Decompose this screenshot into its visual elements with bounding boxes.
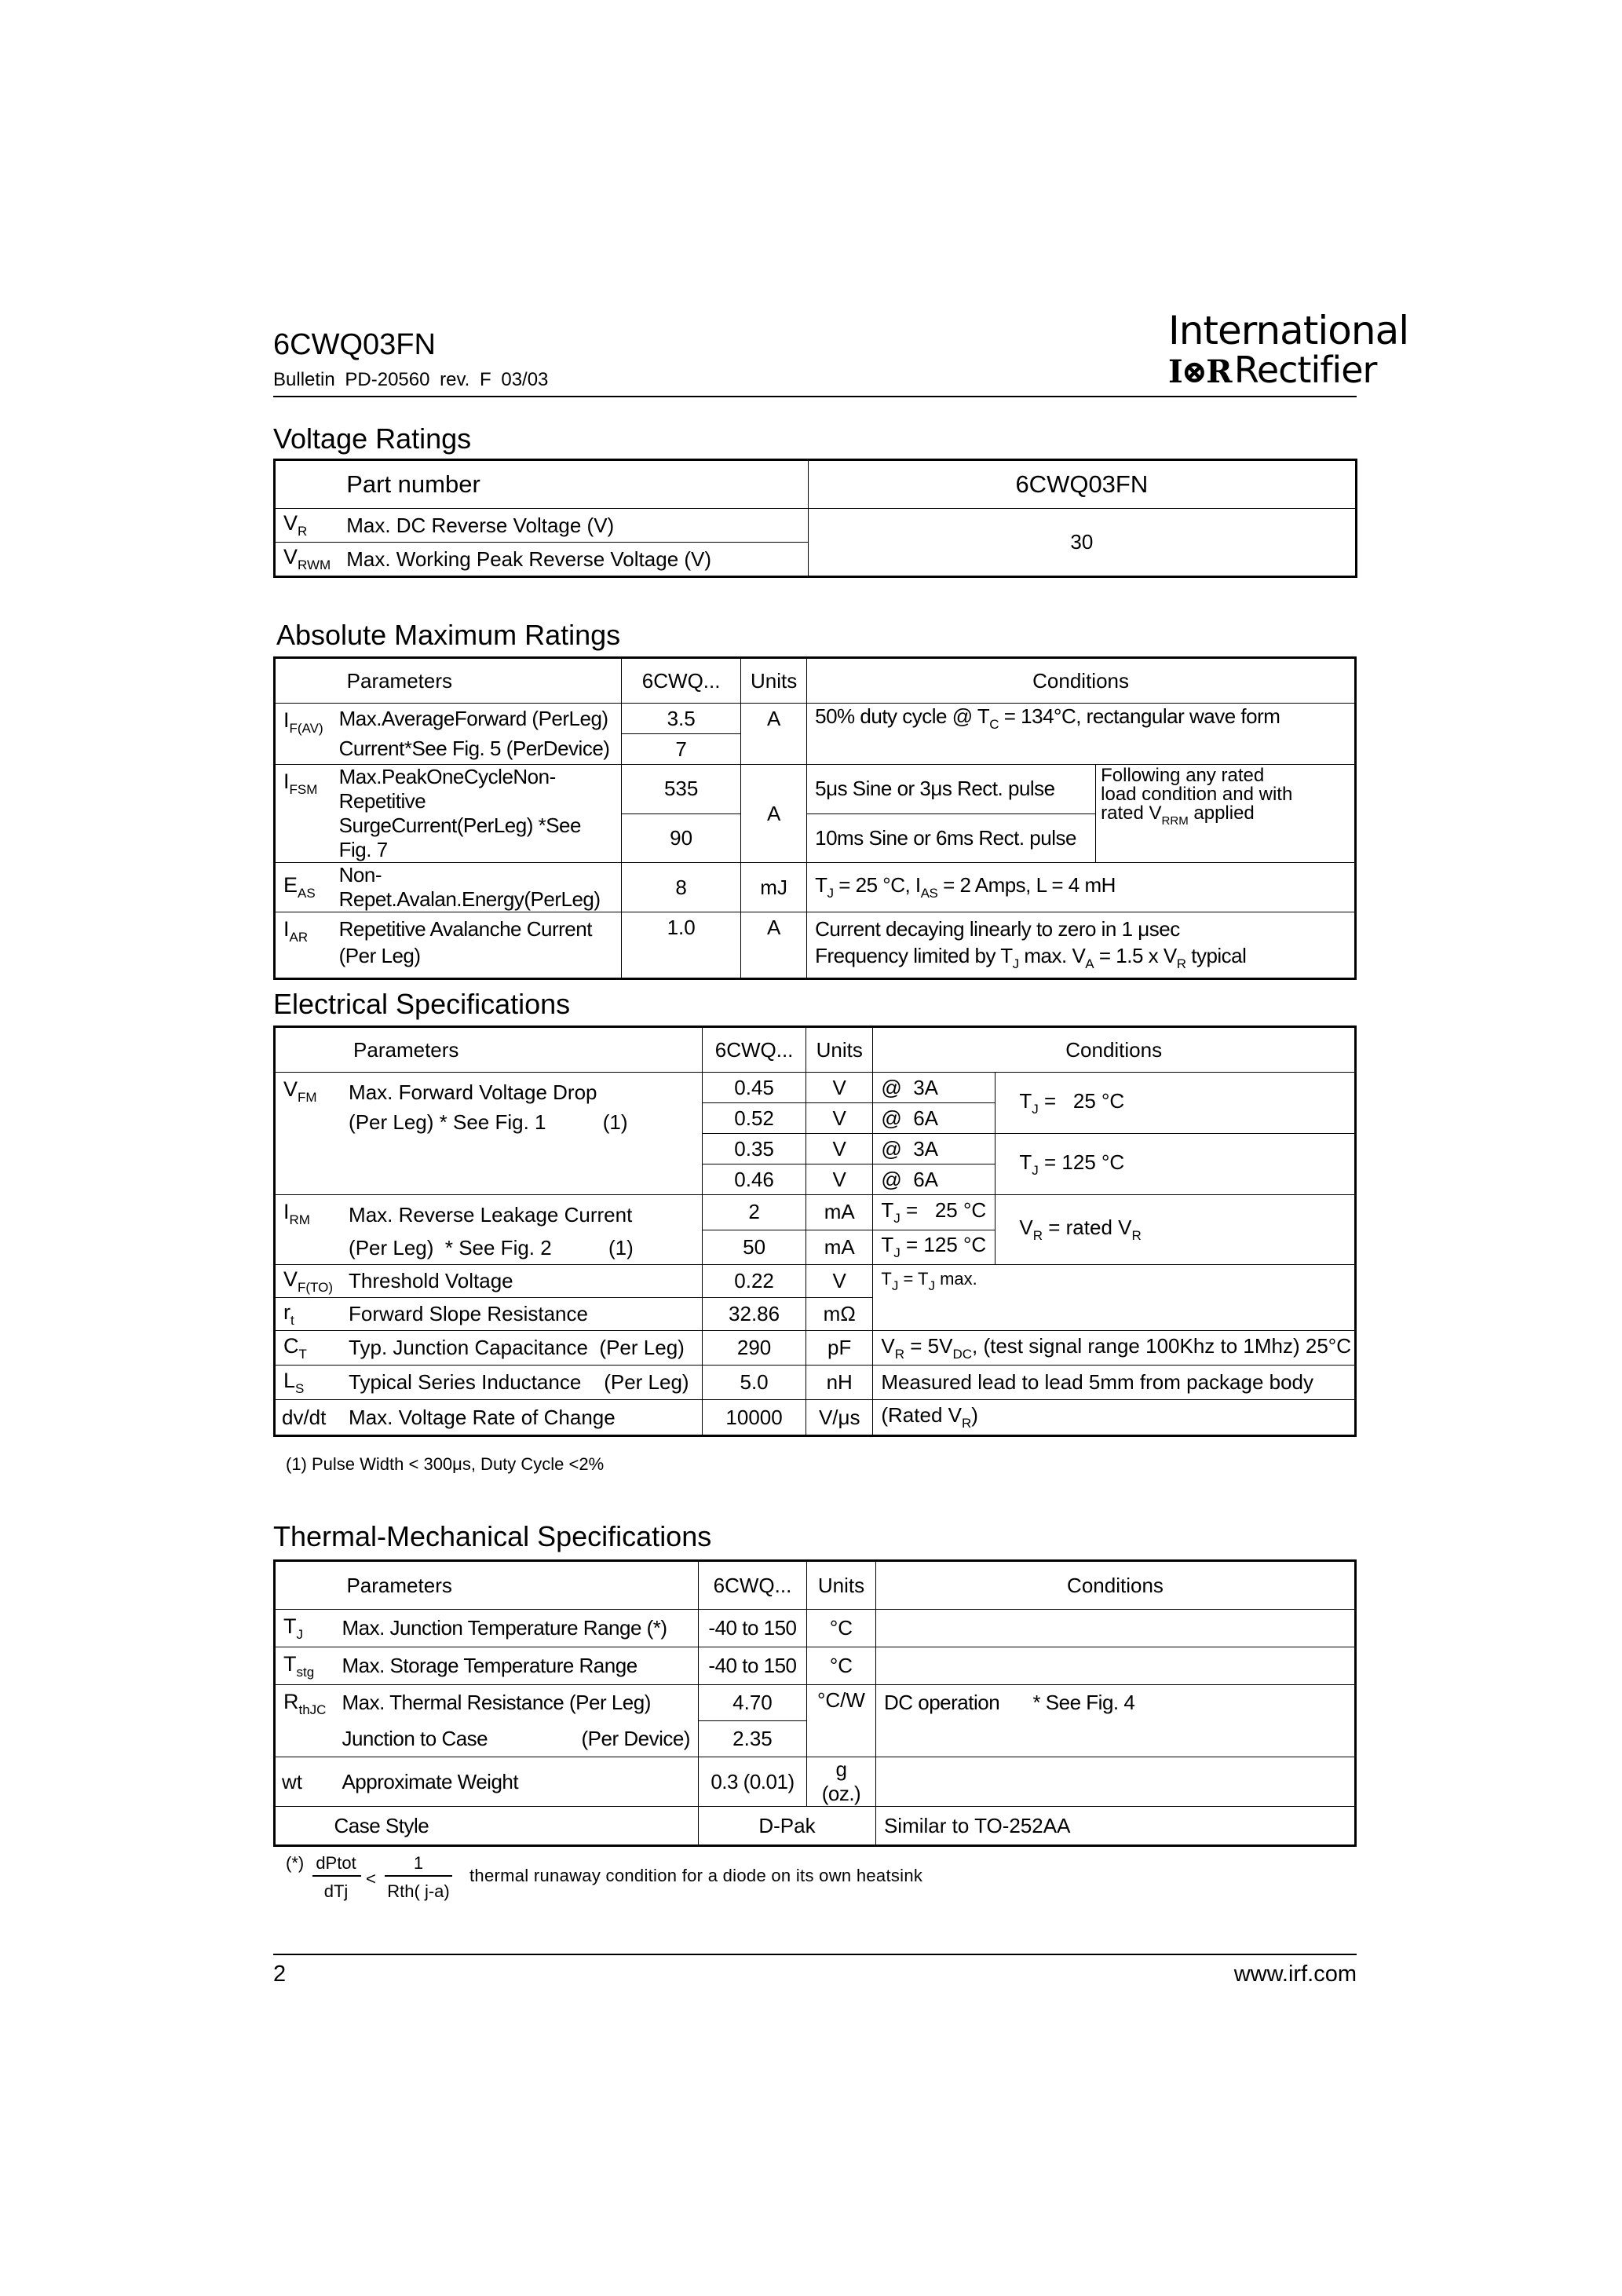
header-conditions: Conditions xyxy=(873,1027,1356,1073)
cond-text: 50% duty cycle @ T xyxy=(815,704,990,729)
symbol: I xyxy=(283,1200,290,1223)
iar-condition xyxy=(807,912,1356,979)
tj-value: -40 to 150 xyxy=(698,1610,806,1647)
company-logo xyxy=(1168,308,1409,391)
ifsm-desc1: Max.PeakOneCycleNon-Repetitive xyxy=(331,765,622,814)
symbol-sub: F(AV) xyxy=(289,721,323,736)
part-number-value: 6CWQ03FN xyxy=(808,460,1356,509)
cond-text: max. V xyxy=(1018,944,1086,967)
rt-unit: mΩ xyxy=(806,1298,873,1331)
rth-desc2 xyxy=(334,1721,698,1757)
ior-logo-icon: I⊗R xyxy=(1168,353,1231,390)
iar-unit: A xyxy=(741,912,807,979)
absolute-max-table xyxy=(273,656,1357,980)
dvdt-symbol: dv/dt xyxy=(275,1400,342,1436)
vfm-cond: @ 3A xyxy=(873,1134,995,1164)
vfm-value: 0.46 xyxy=(703,1164,806,1195)
ifsm-cond2: 10ms Sine or 6ms Rect. pulse xyxy=(807,813,1096,863)
tj-desc: Max. Junction Temperature Range (*) xyxy=(334,1610,698,1647)
symbol: I xyxy=(283,708,290,732)
rth-desc1: Max. Thermal Resistance (Per Leg) xyxy=(334,1685,698,1721)
vfto-cond: $T_J = T_J$ max. xyxy=(873,1265,1356,1298)
vfto-unit: V xyxy=(806,1265,873,1298)
eas-unit: mJ xyxy=(741,863,807,912)
cond-text: = 125 °C xyxy=(900,1233,987,1257)
formula-num-right: 1 xyxy=(413,1853,424,1873)
cond-text: (Rated V xyxy=(881,1403,962,1427)
vfm-tj2: $T_J = 125$ °C xyxy=(995,1134,1356,1195)
ifsm-cond1: 5μs Sine or 3μs Rect. pulse xyxy=(807,765,1096,814)
dvdt-unit: V/μs xyxy=(806,1400,873,1436)
cond-text: max. xyxy=(934,1268,977,1289)
symbol-sub: F(TO) xyxy=(298,1279,334,1295)
cond-text: = 25 °C, I xyxy=(833,873,921,897)
ifav-condition xyxy=(807,704,1356,734)
eas-desc: Non-Repet.Avalan.Energy(PerLeg) xyxy=(331,863,622,912)
symbol-sub: R xyxy=(298,524,308,539)
note-line: load condition and with xyxy=(1101,784,1293,805)
symbol-sub: J xyxy=(296,1626,303,1642)
header-part: 6CWQ... xyxy=(698,1561,806,1610)
iar-desc xyxy=(331,912,622,979)
voltage-ratings-table xyxy=(273,459,1357,578)
pulse-width-note: (1) Pulse Width < 300μs, Duty Cycle <2% xyxy=(286,1454,605,1474)
vfm-unit: V xyxy=(806,1164,873,1195)
symbol: R xyxy=(283,1690,299,1713)
formula-lt: < xyxy=(366,1869,376,1888)
vfm-cond: @ 6A xyxy=(873,1103,995,1134)
symbol: r xyxy=(283,1300,290,1324)
cond-text: = rated V xyxy=(1043,1216,1132,1239)
formula-star: (*) xyxy=(286,1853,305,1873)
case-style-label: Case Style xyxy=(334,1807,698,1846)
part-number-label: Part number xyxy=(338,460,808,509)
ct-value: 290 xyxy=(703,1331,806,1366)
thermal-specs-title: Thermal-Mechanical Specifications xyxy=(273,1520,712,1552)
symbol: V xyxy=(283,511,298,535)
cond-text: = 5V xyxy=(904,1333,953,1358)
cond-sub: J xyxy=(1012,956,1019,971)
desc-line: Max. Reverse Leakage Current xyxy=(349,1203,633,1227)
wt-unit: g (oz.) xyxy=(806,1757,875,1807)
tstg-value: -40 to 150 xyxy=(698,1647,806,1685)
symbol: L xyxy=(283,1368,296,1392)
vfm-cond: @ 3A xyxy=(873,1073,995,1103)
cond-sub: AS xyxy=(920,886,938,901)
symbol-sub: thJC xyxy=(298,1702,327,1717)
tj-unit: °C xyxy=(806,1610,875,1647)
cond-text: = 2 Amps, L = 4 mH xyxy=(937,873,1116,897)
symbol: I xyxy=(283,917,290,941)
ifsm-unit: A xyxy=(741,765,807,863)
electrical-specs-table xyxy=(273,1026,1357,1437)
note-line: rated V xyxy=(1101,803,1162,824)
rt-value: 32.86 xyxy=(703,1298,806,1331)
symbol-sub: RWM xyxy=(298,558,331,572)
cond-sub: C xyxy=(989,717,999,733)
irm-unit: mA xyxy=(806,1230,873,1265)
header-units: Units xyxy=(806,1561,875,1610)
cond-sub: A xyxy=(1085,956,1094,971)
desc-line: Max. Forward Voltage Drop xyxy=(349,1080,597,1104)
eas-condition xyxy=(807,863,1356,912)
desc-line: (Per Leg) xyxy=(338,944,421,967)
cond-text: = T xyxy=(898,1268,929,1289)
desc-line: (Per Leg) * See Fig. 2 (1) xyxy=(349,1236,634,1260)
logo-line1: International xyxy=(1168,308,1409,353)
header-units: Units xyxy=(741,658,807,704)
desc-line: (Per Leg) * See Fig. 1 (1) xyxy=(349,1110,628,1134)
header-part: 6CWQ... xyxy=(622,658,741,704)
symbol: V xyxy=(283,1267,298,1291)
header-parameters: Parameters xyxy=(341,1027,703,1073)
symbol-sub: S xyxy=(295,1380,305,1396)
desc-line: Repetitive Avalanche Current xyxy=(338,917,592,941)
case-style-value: D-Pak xyxy=(698,1807,875,1846)
absolute-max-title: Absolute Maximum Ratings xyxy=(276,619,621,651)
logo-line2: Rectifier xyxy=(1233,349,1377,391)
ct-unit: pF xyxy=(806,1331,873,1366)
vfm-unit: V xyxy=(806,1134,873,1164)
wt-desc: Approximate Weight xyxy=(334,1757,698,1807)
symbol: T xyxy=(283,1614,297,1638)
vrwm-description: Max. Working Peak Reverse Voltage (V) xyxy=(338,543,808,577)
cond-sub: J xyxy=(827,886,834,901)
irm-tj: $T_J = 125$ °C xyxy=(873,1230,995,1265)
part-number-title: 6CWQ03FN xyxy=(273,328,436,361)
ct-desc: Typ. Junction Capacitance (Per Leg) xyxy=(341,1331,703,1366)
irm-tj: $T_J = 25$ °C xyxy=(873,1195,995,1230)
symbol: T xyxy=(283,1651,297,1676)
header-conditions: Conditions xyxy=(807,658,1356,704)
wt-symbol: wt xyxy=(275,1757,334,1807)
voltage-ratings-title: Voltage Ratings xyxy=(273,422,472,455)
formula-num-left: dPtot xyxy=(316,1853,356,1873)
cond-text: = 1.5 x V xyxy=(1094,944,1177,967)
symbol-sub: T xyxy=(298,1346,307,1362)
ifav-desc2: Current*See Fig. 5 (PerDevice) xyxy=(331,734,622,765)
rth-value2: 2.35 xyxy=(698,1721,806,1757)
ifsm-desc2: SurgeCurrent(PerLeg) *See Fig. 7 xyxy=(331,813,622,863)
irm-unit: mA xyxy=(806,1195,873,1230)
cond-text: = 25 °C xyxy=(900,1197,987,1222)
vfm-value: 0.45 xyxy=(703,1073,806,1103)
vfto-desc: Threshold Voltage xyxy=(341,1265,703,1298)
header-rule xyxy=(273,396,1357,397)
rth-cond2: * See Fig. 4 xyxy=(1025,1685,1355,1721)
symbol: V xyxy=(283,545,298,569)
irm-value: 2 xyxy=(703,1195,806,1230)
rth-cond1: DC operation xyxy=(875,1685,1025,1721)
header-parameters: Parameters xyxy=(334,1561,698,1610)
vfm-desc xyxy=(341,1073,703,1195)
wt-value: 0.3 (0.01) xyxy=(698,1757,806,1807)
symbol-sub: t xyxy=(290,1312,294,1328)
vfm-unit: V xyxy=(806,1073,873,1103)
tstg-desc: Max. Storage Temperature Range xyxy=(334,1647,698,1685)
dvdt-cond: (Rated $V_R$) xyxy=(873,1400,1356,1436)
iar-value: 1.0 xyxy=(622,912,741,979)
cond-text: = 25 °C xyxy=(1038,1088,1125,1113)
rth-value1: 4.70 xyxy=(698,1685,806,1721)
vfm-tj1: $T_J = 25$ °C xyxy=(995,1073,1356,1134)
vfto-value: 0.22 xyxy=(703,1265,806,1298)
ifav-value2: 7 xyxy=(622,734,741,765)
formula-text: thermal runaway condition for a diode on its own heatsink xyxy=(469,1866,923,1885)
symbol: E xyxy=(283,873,298,897)
ifsm-note xyxy=(1096,765,1356,863)
page-number: 2 xyxy=(273,1961,287,1987)
rth-unit: °C/W xyxy=(806,1685,875,1757)
symbol-sub: AR xyxy=(289,930,309,945)
formula-den-left: dTj xyxy=(323,1881,349,1901)
eas-value: 8 xyxy=(622,863,741,912)
ls-desc: Typical Series Inductance (Per Leg) xyxy=(341,1366,703,1400)
cond-text: = 134°C, rectangular wave form xyxy=(999,704,1280,729)
cond-line: Current decaying linearly to zero in 1 μsec xyxy=(815,917,1180,941)
thermal-specs-table xyxy=(273,1559,1357,1847)
ifsm-value1: 535 xyxy=(622,765,741,814)
cond-text: , (test signal range 100Khz to 1Mhz) 25°C xyxy=(972,1333,1351,1358)
ifav-desc1: Max.AverageForward (PerLeg) xyxy=(331,704,622,734)
formula-den-right: Rth( j-a) xyxy=(387,1881,450,1901)
symbol-sub: FM xyxy=(298,1090,317,1105)
note-line: Following any rated xyxy=(1101,765,1265,786)
irm-vr: $V_R$ = rated $V_R$ xyxy=(995,1195,1356,1265)
cond-text: = 125 °C xyxy=(1038,1150,1125,1174)
symbol: I xyxy=(283,770,290,793)
ls-unit: nH xyxy=(806,1366,873,1400)
cond-text: T xyxy=(815,873,827,897)
symbol-sub: RM xyxy=(289,1212,310,1227)
website-url: www.irf.com xyxy=(1233,1961,1357,1987)
symbol: C xyxy=(283,1333,299,1358)
cond-text: ) xyxy=(971,1403,978,1427)
header-units: Units xyxy=(806,1027,873,1073)
irm-desc xyxy=(341,1195,703,1265)
irm-value: 50 xyxy=(703,1230,806,1265)
rt-desc: Forward Slope Resistance xyxy=(341,1298,703,1331)
ct-cond: $V_R = 5V_{DC}$, (test signal range 100Khz to 1Mhz) 25°C xyxy=(873,1331,1356,1366)
symbol-sub: AS xyxy=(298,886,316,901)
note-sub: RRM xyxy=(1161,814,1189,828)
electrical-specs-title: Electrical Specifications xyxy=(273,988,571,1020)
fraction-line xyxy=(312,1875,361,1877)
dvdt-desc: Max. Voltage Rate of Change xyxy=(341,1400,703,1436)
voltage-value: 30 xyxy=(808,509,1356,577)
dvdt-value: 10000 xyxy=(703,1400,806,1436)
tstg-unit: °C xyxy=(806,1647,875,1685)
bulletin-info: Bulletin PD-20560 rev. F 03/03 xyxy=(273,369,549,390)
cond-text: typical xyxy=(1185,944,1247,967)
cond-sub: DC xyxy=(952,1346,972,1362)
desc-text: (Per Device) xyxy=(581,1726,690,1750)
ifav-unit: A xyxy=(741,704,807,734)
vfm-value: 0.35 xyxy=(703,1134,806,1164)
cond-sub: R xyxy=(1176,956,1186,971)
ifsm-value2: 90 xyxy=(622,813,741,863)
fraction-line xyxy=(385,1875,452,1877)
rt-cond xyxy=(873,1298,1356,1331)
symbol: V xyxy=(283,1077,298,1101)
header-conditions: Conditions xyxy=(875,1561,1355,1610)
symbol-sub: FSM xyxy=(289,782,318,797)
vfm-unit: V xyxy=(806,1103,873,1134)
cond-text: Frequency limited by T xyxy=(815,944,1013,967)
ls-value: 5.0 xyxy=(703,1366,806,1400)
ls-cond: Measured lead to lead 5mm from package body xyxy=(873,1366,1356,1400)
footer-rule xyxy=(273,1954,1357,1955)
vfm-cond: @ 6A xyxy=(873,1164,995,1195)
header-parameters: Parameters xyxy=(331,658,622,704)
vr-description: Max. DC Reverse Voltage (V) xyxy=(338,509,808,543)
symbol-sub: stg xyxy=(296,1664,315,1680)
case-style-cond: Similar to TO-252AA xyxy=(875,1807,1355,1846)
header-part: 6CWQ... xyxy=(703,1027,806,1073)
ifav-value1: 3.5 xyxy=(622,704,741,734)
vfm-value: 0.52 xyxy=(703,1103,806,1134)
desc-text: Junction to Case xyxy=(342,1726,488,1750)
note-line: applied xyxy=(1188,803,1255,824)
